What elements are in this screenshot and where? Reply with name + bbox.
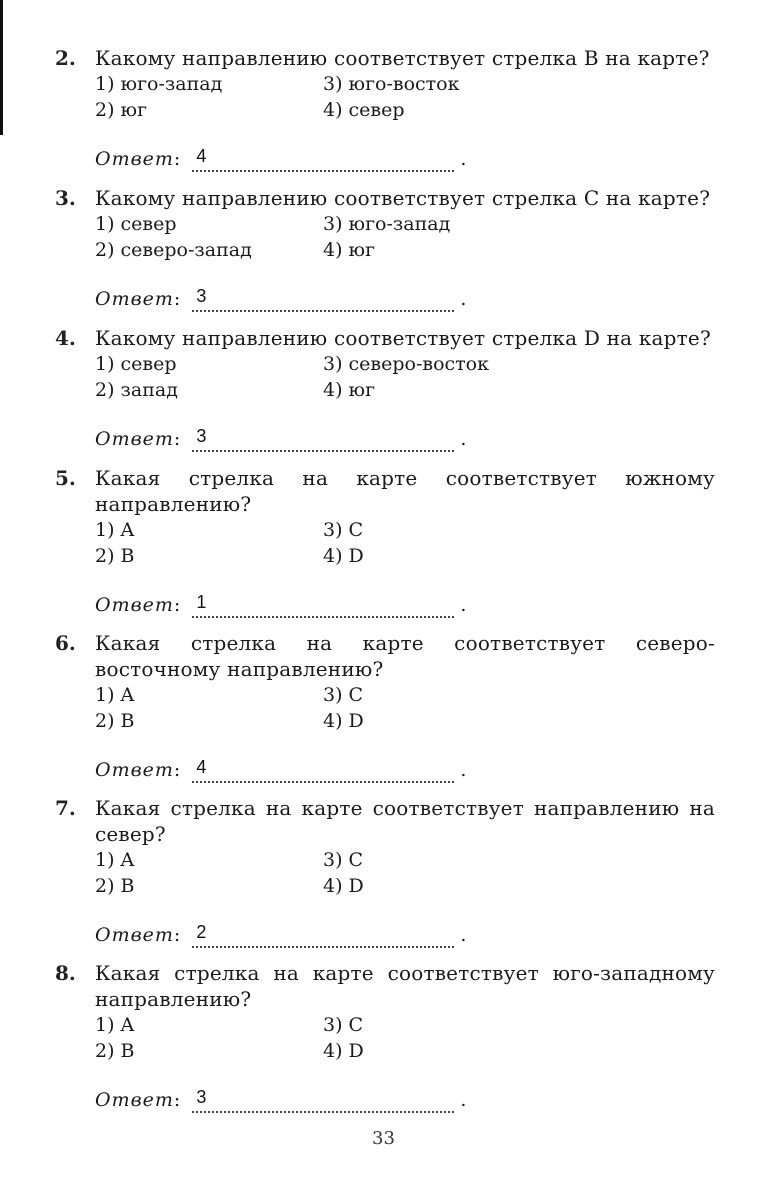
answer-line: Ответ: 4 . [95,146,467,170]
task-number: 3. [55,186,76,210]
options-list [95,71,715,123]
task-7 [55,795,715,946]
answer-value: 3 [196,426,207,446]
task-6 [55,630,715,781]
answer-value: 4 [196,757,207,777]
answer-field[interactable] [192,1089,454,1113]
answer-label: Ответ [95,148,174,170]
answer-line: Ответ: 3 . [95,1087,467,1111]
question-text: Какая стрелка на карте соответствует северо-восточному направлению? [95,631,715,681]
option-2[interactable]: 2) северо-запад [95,239,252,261]
option-2[interactable]: 2) B [95,875,135,897]
question-text: Какая стрелка на карте соответствует юго-западному направлению? [95,961,715,1011]
answer-line: Ответ: 3 . [95,286,467,310]
answer-line: Ответ: 3 . [95,426,467,450]
answer-field[interactable] [192,759,454,783]
question-text: Какая стрелка на карте соответствует южному направлению? [95,466,715,516]
option-4[interactable]: 4) D [323,875,364,897]
option-2[interactable]: 2) запад [95,379,178,401]
answer-value: 4 [196,146,207,166]
option-1[interactable]: 1) A [95,684,135,706]
answer-label: Ответ [95,1089,174,1111]
answer-line: Ответ: 1 . [95,592,467,616]
answer-label: Ответ [95,428,174,450]
option-4[interactable]: 4) D [323,1040,364,1062]
option-3[interactable]: 3) юго-запад [323,213,451,235]
page-number: 33 [372,1128,395,1149]
option-1[interactable]: 1) A [95,849,135,871]
option-4[interactable]: 4) юг [323,379,376,401]
option-3[interactable]: 3) C [323,849,364,871]
options-list [95,682,715,734]
question-text: Какая стрелка на карте соответствует направлению на север? [95,796,715,846]
options-list [95,351,715,403]
answer-value: 3 [196,286,207,306]
answer-line: Ответ: 4 . [95,757,467,781]
option-3[interactable]: 3) C [323,519,364,541]
options-list [95,211,715,263]
task-number: 6. [55,631,76,655]
answer-value: 3 [196,1087,207,1107]
option-3[interactable]: 3) C [323,684,364,706]
task-8 [55,960,715,1111]
answer-field[interactable] [192,594,454,618]
option-1[interactable]: 1) юго-запад [95,73,223,95]
option-4[interactable]: 4) юг [323,239,376,261]
option-3[interactable]: 3) C [323,1014,364,1036]
options-list [95,847,715,899]
task-number: 4. [55,326,76,350]
option-1[interactable]: 1) север [95,353,177,375]
task-number: 8. [55,961,76,985]
option-2[interactable]: 2) B [95,545,135,567]
option-3[interactable]: 3) юго-восток [323,73,460,95]
options-list [95,517,715,569]
answer-field[interactable] [192,924,454,948]
question-text: Какому направлению соответствует стрелка D на карте? [95,326,711,350]
task-5 [55,465,715,616]
task-4 [55,325,715,450]
option-3[interactable]: 3) северо-восток [323,353,489,375]
option-1[interactable]: 1) север [95,213,177,235]
option-1[interactable]: 1) A [95,519,135,541]
task-2 [55,45,715,170]
option-2[interactable]: 2) B [95,710,135,732]
option-4[interactable]: 4) север [323,99,405,121]
option-2[interactable]: 2) B [95,1040,135,1062]
answer-value: 2 [196,922,207,942]
option-2[interactable]: 2) юг [95,99,148,121]
task-3 [55,185,715,310]
answer-label: Ответ [95,594,174,616]
option-4[interactable]: 4) D [323,545,364,567]
answer-field[interactable] [192,288,454,312]
answer-label: Ответ [95,759,174,781]
answer-field[interactable] [192,148,454,172]
question-text: Какому направлению соответствует стрелка С на карте? [95,186,711,210]
option-1[interactable]: 1) A [95,1014,135,1036]
task-number: 2. [55,46,76,70]
option-4[interactable]: 4) D [323,710,364,732]
answer-value: 1 [196,592,207,612]
answer-field[interactable] [192,428,454,452]
answer-line: Ответ: 2 . [95,922,467,946]
answer-label: Ответ [95,288,174,310]
task-number: 5. [55,466,76,490]
options-list [95,1012,715,1064]
task-number: 7. [55,796,76,820]
page-margin-line [0,0,3,135]
question-text: Какому направлению соответствует стрелка В на карте? [95,46,710,70]
answer-label: Ответ [95,924,174,946]
